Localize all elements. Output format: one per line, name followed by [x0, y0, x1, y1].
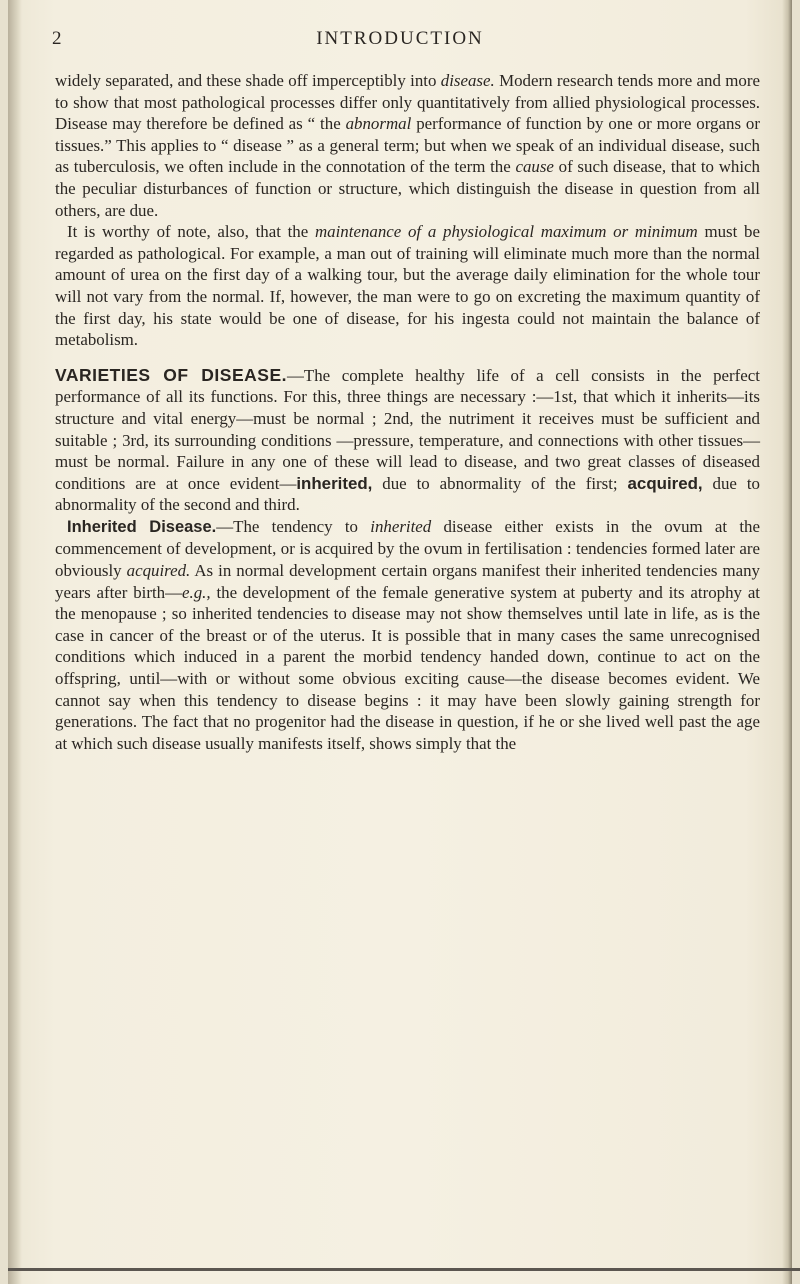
italic-term: disease. — [440, 71, 495, 90]
text-span: due to abnormality of the first; — [372, 473, 628, 493]
bottom-rule — [8, 1268, 800, 1271]
text-span: —The tendency to — [216, 516, 371, 536]
paragraph-maintenance — [55, 221, 760, 351]
paragraph-varieties — [55, 365, 760, 516]
text-span: Modern research tends more and more to show that most pathological processes differ only quantitatively from allied physiological processes. Disease may therefore be defined as “ the — [55, 71, 760, 134]
page-right-shadow — [782, 0, 792, 1284]
text-span: widely separated, and these shade off imperceptibly into — [55, 71, 441, 90]
italic-term: cause — [515, 157, 554, 177]
italic-term: acquired. — [126, 561, 191, 581]
text-span: —The complete healthy life of a cell consists in the perfect performance of all its functions. For this, three things are necessary :—1st, that which it inherits—its structure and vital energy—must be normal ; 2nd, the nutriment it receives must be sufficient and suitable ; 3rd, its surrounding conditions —pressure, temperature, and connections with other tissues—must be normal. Failure in any one of these will lead to disease, and two great classes of diseased conditions are at once evident— — [55, 365, 760, 493]
page-header — [0, 28, 800, 54]
paragraph-inherited-disease — [55, 516, 760, 755]
subsection-heading: Inherited Disease. — [67, 517, 217, 536]
bold-term: inherited, — [296, 473, 373, 493]
page-left-shadow — [8, 0, 22, 1284]
body-text — [55, 70, 760, 754]
text-span: of such disease, that to which the peculiar disturbances of function or structure, which distinguish the disease in question from all others, are due. — [55, 157, 760, 220]
italic-term: e.g., — [182, 582, 211, 602]
text-span: performance of function by one or more organs or tissues.” This applies to “ disease ” as a general term; but when we speak of an individual disease, such as tuberculosis, we often include in the connotation of the term the — [55, 114, 760, 177]
text-span: the development of the female generative system at puberty and its atrophy at the menopause ; so inherited tendencies to disease may not show themselves until late in life, as is the case in cancer of the breast or of the uterus. It is possible that in many cases the same unrecognised conditions which induced in a parent the morbid tendency handed down, continue to act on the offspring, until—with or without some obvious exciting cause—the disease becomes evident. We cannot say when this tendency to disease begins : it may have been slowly gaining strength for generations. The fact that no progenitor had the disease in question, if he or she lived well past the age at which such disease usually manifests itself, shows simply that the — [55, 582, 761, 753]
text-span: due to abnormality of the second and third. — [55, 473, 760, 515]
italic-term: maintenance of a physiological maximum or minimum — [314, 222, 698, 242]
page-number: 2 — [52, 28, 63, 49]
text-span: It is worthy of note, also, that the — [67, 222, 315, 242]
text-span: disease either exists in the ovum at the commencement of development, or is acquired by the ovum in fertilisation : tendencies formed later are obviously — [55, 516, 760, 581]
text-span: As in normal development certain organs manifest their inherited tendencies many years after birth— — [55, 561, 760, 602]
bold-term: acquired, — [627, 473, 703, 493]
italic-term: inherited — [370, 516, 432, 536]
paragraph-disease-definition — [55, 70, 760, 221]
running-head: INTRODUCTION — [316, 28, 484, 49]
italic-term: abnormal — [345, 114, 412, 134]
text-span: must be regarded as pathological. For example, a man out of training will eliminate much more than the normal amount of urea on the first day of a walking tour, but the average daily elimination for the whole tour will not vary from the normal. If, however, the man were to go on excreting the maximum quantity of the first day, his state would be one of disease, for his ingesta could not maintain the balance of metabolism. — [55, 222, 760, 350]
section-heading: VARIETIES OF DISEASE. — [55, 364, 287, 385]
